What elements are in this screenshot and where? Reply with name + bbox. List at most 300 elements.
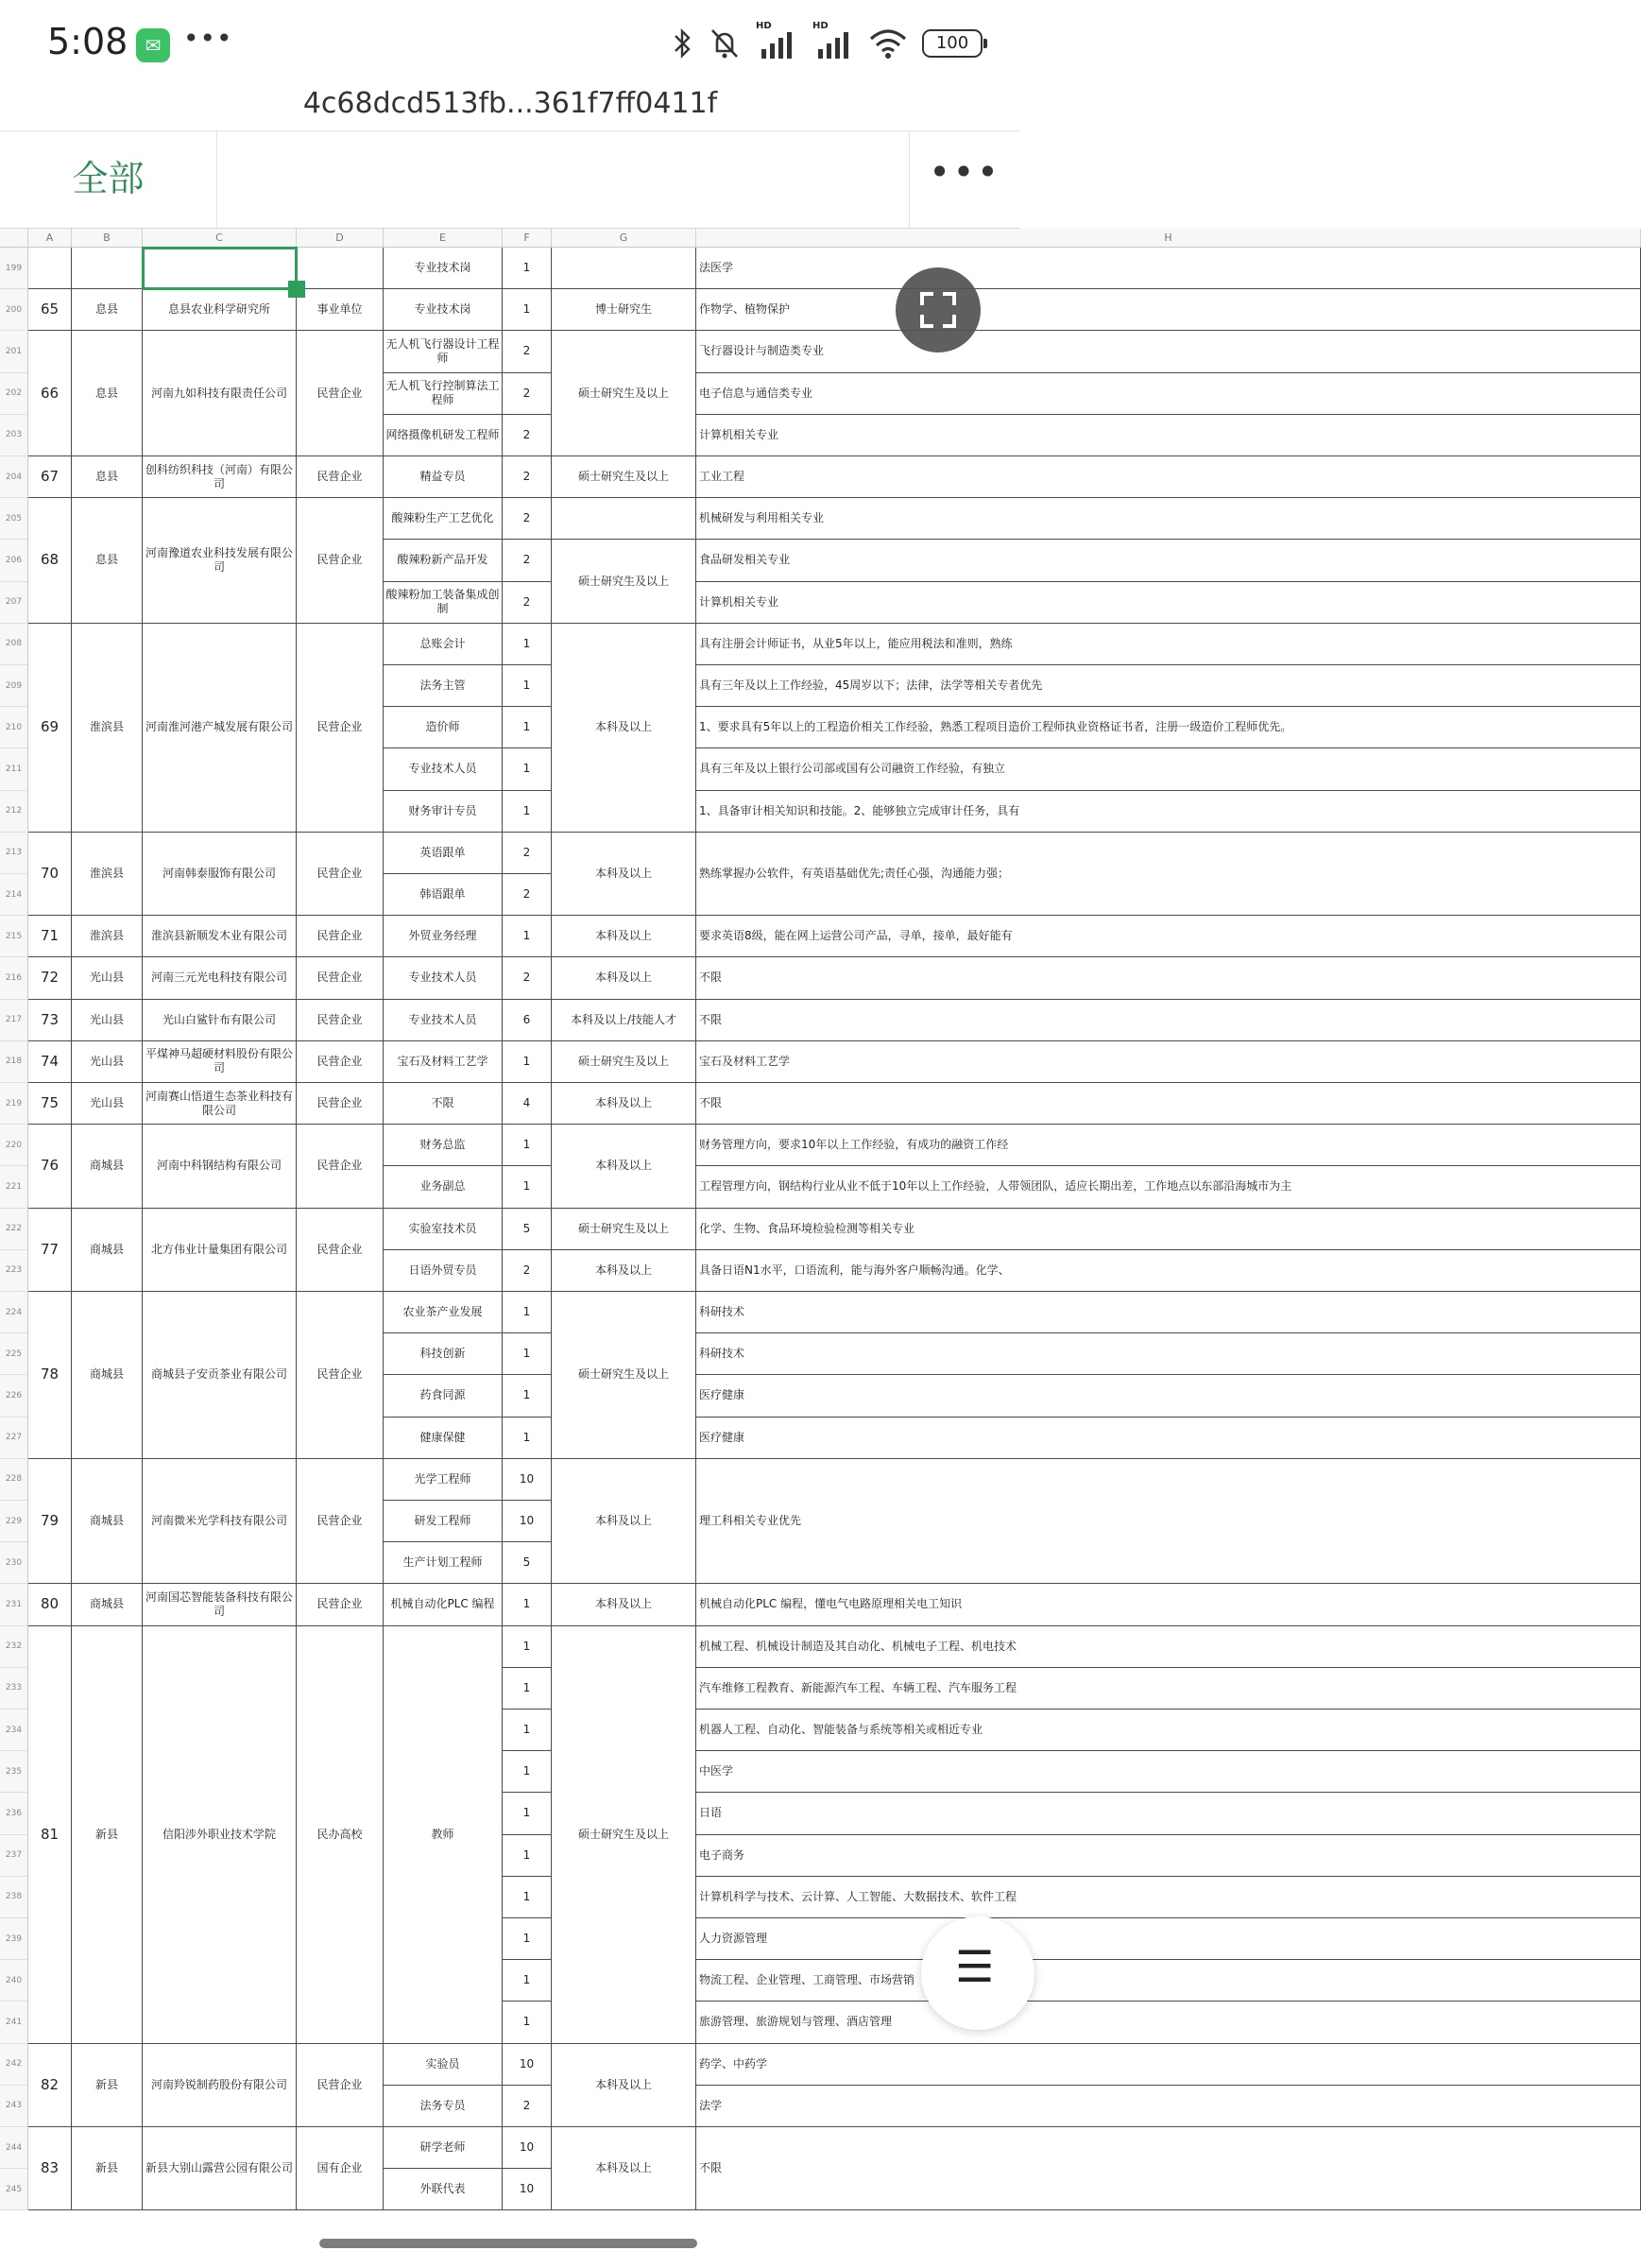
cell-requirements[interactable]: 不限 [696,1083,1641,1125]
cell-employer[interactable]: 光山白鲨针布有限公司 [143,1000,297,1041]
row-header[interactable]: 202 [0,373,28,415]
cell-seq-no[interactable]: 83 [28,2127,72,2210]
cell-position[interactable]: 专业技术人员 [384,957,503,999]
row-header[interactable]: 241 [0,2002,28,2043]
column-header[interactable]: G [552,229,696,248]
cell-education[interactable]: 硕士研究生及以上 [552,456,696,498]
status-time: 5:08 [47,21,128,62]
row-header[interactable]: 200 [0,289,28,331]
cell-position[interactable]: 外贸业务经理 [384,916,503,957]
cell-position[interactable]: 教师 [384,1626,503,2044]
row-header[interactable]: 219 [0,1083,28,1125]
row-header[interactable]: 203 [0,415,28,456]
cell-requirements[interactable]: 法学 [696,2086,1641,2127]
cell-employer[interactable]: 河南国芯智能装备科技有限公司 [143,1584,297,1625]
cell-seq-no[interactable]: 65 [28,289,72,331]
cell-requirements[interactable]: 工业工程 [696,456,1641,498]
cell-requirements[interactable]: 作物学、植物保护 [696,289,1641,331]
row-header[interactable]: 209 [0,665,28,707]
selection-fill-handle[interactable] [288,281,305,298]
row-header[interactable]: 236 [0,1793,28,1834]
cell-seq-no[interactable]: 81 [28,1626,72,2044]
row-header[interactable]: 234 [0,1710,28,1751]
cell-position[interactable]: 精益专员 [384,456,503,498]
more-notifications-icon: ••• [183,23,233,54]
cell-position[interactable]: 法务专员 [384,2086,503,2127]
cell-employer-type[interactable]: 事业单位 [297,289,384,331]
column-header[interactable]: D [297,229,384,248]
cell-position[interactable]: 科技创新 [384,1333,503,1375]
cell-county[interactable]: 息县 [72,289,143,331]
cell-requirements[interactable]: 日语 [696,1793,1641,1834]
cell-seq-no[interactable]: 78 [28,1292,72,1459]
cell-position[interactable]: 农业茶产业发展 [384,1292,503,1333]
row-header[interactable]: 220 [0,1125,28,1166]
cell-headcount[interactable]: 2 [503,833,552,874]
row-header[interactable]: 221 [0,1166,28,1208]
cell-employer-type[interactable]: 民营企业 [297,1125,384,1208]
cell-seq-no[interactable]: 71 [28,916,72,957]
cell-requirements[interactable]: 中医学 [696,1751,1641,1793]
cell-position[interactable]: 业务副总 [384,1166,503,1208]
row-header[interactable]: 208 [0,624,28,665]
cell-county[interactable]: 新县 [72,2044,143,2127]
cell-headcount[interactable]: 2 [503,957,552,999]
cell-seq-no[interactable]: 77 [28,1209,72,1292]
cell-headcount[interactable]: 10 [503,2127,552,2169]
row-header[interactable]: 242 [0,2044,28,2086]
cell-position[interactable]: 专业技术岗 [384,289,503,331]
spreadsheet-grid[interactable] [0,229,1292,2230]
cell-county[interactable]: 商城县 [72,1292,143,1459]
cell-position[interactable]: 光学工程师 [384,1459,503,1501]
cell-education[interactable]: 本科及以上 [552,2044,696,2127]
row-header[interactable]: 245 [0,2169,28,2210]
column-header[interactable]: F [503,229,552,248]
cell-position[interactable]: 研发工程师 [384,1501,503,1542]
home-indicator[interactable] [319,2239,697,2248]
cell-county[interactable]: 光山县 [72,1041,143,1083]
cell-employer-type[interactable]: 民营企业 [297,1292,384,1459]
cell-employer-type[interactable]: 民营企业 [297,331,384,456]
cell-headcount[interactable]: 1 [503,1710,552,1751]
row-header[interactable]: 213 [0,833,28,874]
cell-county[interactable]: 商城县 [72,1125,143,1208]
cell-headcount[interactable]: 1 [503,1960,552,2002]
cell-requirements[interactable]: 机械研发与利用相关专业 [696,498,1641,540]
cell-employer-type[interactable]: 民营企业 [297,2044,384,2127]
cell-requirements[interactable]: 1、要求具有5年以上的工程造价相关工作经验，熟悉工程项目造价工程师执业资格证书者，注册一级造价工程师优先。 [696,707,1641,748]
cell-county[interactable]: 淮滨县 [72,624,143,833]
cell-position[interactable]: 日语外贸专员 [384,1250,503,1292]
cell-headcount[interactable]: 4 [503,1083,552,1125]
cell-headcount[interactable]: 1 [503,916,552,957]
cell-position[interactable]: 网络摄像机研发工程师 [384,415,503,456]
cell-headcount[interactable]: 1 [503,1668,552,1710]
cell-headcount[interactable]: 1 [503,1041,552,1083]
corner-header[interactable] [0,229,28,248]
cell-requirements[interactable]: 法医学 [696,248,1641,289]
cell-seq-no[interactable]: 79 [28,1459,72,1585]
cell-county[interactable]: 光山县 [72,1000,143,1041]
cell-position[interactable]: 法务主管 [384,665,503,707]
cell-seq-no[interactable] [28,248,72,289]
cell-employer[interactable]: 河南羚锐制药股份有限公司 [143,2044,297,2127]
cell-headcount[interactable]: 10 [503,2169,552,2210]
cell-headcount[interactable]: 1 [503,1292,552,1333]
row-header[interactable]: 238 [0,1877,28,1918]
cell-county[interactable] [72,248,143,289]
cell-headcount[interactable]: 2 [503,540,552,581]
cell-requirements[interactable]: 科研技术 [696,1333,1641,1375]
cell-seq-no[interactable]: 66 [28,331,72,456]
cell-employer[interactable] [143,248,297,289]
cell-education[interactable]: 硕士研究生及以上 [552,540,696,623]
cell-position[interactable]: 实验员 [384,2044,503,2086]
cell-employer[interactable]: 新县大别山露营公园有限公司 [143,2127,297,2210]
cell-position[interactable]: 机械自动化PLC 编程 [384,1584,503,1625]
cell-requirements[interactable]: 不限 [696,2127,1641,2210]
cell-position[interactable]: 无人机飞行器设计工程师 [384,331,503,372]
row-header[interactable]: 211 [0,748,28,790]
cell-headcount[interactable]: 1 [503,748,552,790]
cell-headcount[interactable]: 10 [503,1459,552,1501]
cell-county[interactable]: 淮滨县 [72,833,143,916]
cell-position[interactable]: 健康保健 [384,1418,503,1459]
cell-employer[interactable]: 河南九如科技有限责任公司 [143,331,297,456]
cell-position[interactable]: 酸辣粉加工装备集成创制 [384,582,503,624]
cell-requirements[interactable]: 科研技术 [696,1292,1641,1333]
row-header[interactable]: 232 [0,1626,28,1668]
cell-headcount[interactable]: 1 [503,1751,552,1793]
cell-requirements[interactable]: 计算机相关专业 [696,415,1641,456]
cell-education[interactable]: 本科及以上 [552,957,696,999]
cell-requirements[interactable]: 机器人工程、自动化、智能装备与系统等相关或相近专业 [696,1710,1641,1751]
row-header[interactable]: 231 [0,1584,28,1625]
cell-headcount[interactable]: 10 [503,2044,552,2086]
cell-employer-type[interactable]: 民营企业 [297,1584,384,1625]
cell-county[interactable]: 息县 [72,331,143,456]
cell-position[interactable]: 造价师 [384,707,503,748]
cell-requirements[interactable]: 宝石及材料工艺学 [696,1041,1641,1083]
cell-headcount[interactable]: 6 [503,1000,552,1041]
cell-headcount[interactable]: 1 [503,1166,552,1208]
cell-headcount[interactable]: 1 [503,1835,552,1877]
status-icons [673,21,983,62]
cell-position[interactable]: 英语跟单 [384,833,503,874]
cell-seq-no[interactable]: 74 [28,1041,72,1083]
cell-headcount[interactable]: 1 [503,1877,552,1918]
cell-county[interactable]: 新县 [72,2127,143,2210]
cell-employer-type[interactable]: 民营企业 [297,1000,384,1041]
cell-employer[interactable]: 创科纺织科技（河南）有限公司 [143,456,297,498]
more-dots-icon[interactable]: ••• [909,131,1020,228]
cell-seq-no[interactable]: 82 [28,2044,72,2127]
menu-button[interactable] [921,1916,1034,2030]
cell-headcount[interactable]: 1 [503,248,552,289]
cell-headcount[interactable]: 1 [503,1793,552,1834]
row-header[interactable]: 240 [0,1960,28,2002]
cell-employer[interactable]: 河南淮河港产城发展有限公司 [143,624,297,833]
cell-requirements[interactable]: 计算机科学与技术、云计算、人工智能、大数据技术、软件工程 [696,1877,1641,1918]
cell-requirements[interactable]: 药学、中药学 [696,2044,1641,2086]
cell-headcount[interactable]: 10 [503,1501,552,1542]
row-header[interactable]: 244 [0,2127,28,2169]
cell-employer[interactable]: 河南豫道农业科技发展有限公司 [143,498,297,624]
row-header[interactable]: 230 [0,1542,28,1584]
cell-position[interactable]: 酸辣粉生产工艺优化 [384,498,503,540]
row-header[interactable]: 214 [0,874,28,916]
cell-employer[interactable]: 河南中科钢结构有限公司 [143,1125,297,1208]
row-header[interactable]: 199 [0,248,28,289]
cell-headcount[interactable]: 1 [503,1125,552,1166]
cell-education[interactable]: 博士研究生 [552,289,696,331]
cell-employer[interactable]: 商城县子安贡茶业有限公司 [143,1292,297,1459]
cell-position[interactable]: 研学老师 [384,2127,503,2169]
cell-position[interactable]: 不限 [384,1083,503,1125]
cell-employer[interactable]: 息县农业科学研究所 [143,289,297,331]
cell-county[interactable]: 光山县 [72,1083,143,1125]
cell-education[interactable]: 本科及以上 [552,624,696,833]
cell-headcount[interactable]: 2 [503,373,552,415]
row-header[interactable]: 201 [0,331,28,372]
cell-education[interactable]: 本科及以上 [552,1125,696,1208]
cell-employer-type[interactable]: 民营企业 [297,498,384,624]
cell-county[interactable]: 息县 [72,498,143,624]
cell-education[interactable]: 本科及以上 [552,1250,696,1292]
cell-headcount[interactable]: 2 [503,1250,552,1292]
row-header[interactable]: 212 [0,791,28,833]
cell-employer[interactable]: 河南韩泰服饰有限公司 [143,833,297,916]
column-header[interactable]: A [28,229,72,248]
cell-position[interactable]: 宝石及材料工艺学 [384,1041,503,1083]
cell-requirements[interactable]: 具备日语N1水平，口语流利，能与海外客户顺畅沟通。化学、 [696,1250,1641,1292]
cell-employer-type[interactable]: 民营企业 [297,833,384,916]
cell-position[interactable]: 药食同源 [384,1375,503,1417]
wifi-icon [869,27,907,60]
row-header[interactable]: 206 [0,540,28,581]
cell-requirements[interactable]: 物流工程、企业管理、工商管理、市场营销 [696,1960,1641,2002]
cell-employer-type[interactable]: 民营企业 [297,916,384,957]
cell-seq-no[interactable]: 76 [28,1125,72,1208]
cell-education[interactable]: 硕士研究生及以上 [552,1041,696,1083]
cell-seq-no[interactable]: 72 [28,957,72,999]
tab-all[interactable]: 全部 [0,131,217,228]
row-header[interactable]: 225 [0,1333,28,1375]
column-header[interactable]: H [696,229,1641,248]
cell-requirements[interactable]: 熟练掌握办公软件，有英语基础优先;责任心强，沟通能力强； [696,833,1641,916]
cell-position[interactable]: 实验室技术员 [384,1209,503,1250]
cell-headcount[interactable]: 1 [503,1584,552,1625]
cell-requirements[interactable]: 具有三年及以上银行公司部或国有公司融资工作经验，有独立 [696,748,1641,790]
cell-education[interactable] [552,248,696,289]
cell-headcount[interactable]: 2 [503,331,552,372]
cell-employer-type[interactable]: 国有企业 [297,2127,384,2210]
cell-position[interactable]: 财务总监 [384,1125,503,1166]
cell-requirements[interactable]: 不限 [696,1000,1641,1041]
cell-requirements[interactable]: 计算机相关专业 [696,582,1641,624]
cell-position[interactable]: 韩语跟单 [384,874,503,916]
cell-requirements[interactable]: 理工科相关专业优先 [696,1459,1641,1585]
cell-headcount[interactable]: 5 [503,1542,552,1584]
row-header[interactable]: 222 [0,1209,28,1250]
cell-employer[interactable]: 河南赛山悟道生态茶业科技有限公司 [143,1083,297,1125]
column-header[interactable]: E [384,229,503,248]
cell-position[interactable]: 总账会计 [384,624,503,665]
cell-requirements[interactable]: 要求英语8级，能在网上运营公司产品，寻单，接单，最好能有 [696,916,1641,957]
cell-headcount[interactable]: 1 [503,1333,552,1375]
cell-requirements[interactable]: 具有三年及以上工作经验，45周岁以下；法律，法学等相关专者优先 [696,665,1641,707]
cell-county[interactable]: 淮滨县 [72,916,143,957]
cell-headcount[interactable]: 2 [503,2086,552,2127]
cell-headcount[interactable]: 2 [503,582,552,624]
cell-county[interactable]: 息县 [72,456,143,498]
cell-education[interactable]: 硕士研究生及以上 [552,1626,696,2044]
cell-employer-type[interactable]: 民营企业 [297,624,384,833]
cell-requirements[interactable]: 旅游管理、旅游规划与管理、酒店管理 [696,2002,1641,2043]
cell-requirements[interactable]: 具有注册会计师证书，从业5年以上，能应用税法和准则，熟练 [696,624,1641,665]
cell-employer[interactable]: 北方伟业计量集团有限公司 [143,1209,297,1292]
row-header[interactable]: 226 [0,1375,28,1417]
cell-county[interactable]: 光山县 [72,957,143,999]
row-header[interactable]: 215 [0,916,28,957]
cell-employer[interactable]: 河南微米光学科技有限公司 [143,1459,297,1585]
cell-employer[interactable]: 河南三元光电科技有限公司 [143,957,297,999]
cell-requirements[interactable]: 不限 [696,957,1641,999]
row-header[interactable]: 216 [0,957,28,999]
cell-requirements[interactable]: 食品研发相关专业 [696,540,1641,581]
row-header[interactable]: 237 [0,1835,28,1877]
cell-headcount[interactable]: 2 [503,415,552,456]
row-header[interactable]: 218 [0,1041,28,1083]
row-header[interactable]: 233 [0,1668,28,1710]
cell-requirements[interactable]: 医疗健康 [696,1375,1641,1417]
cell-employer[interactable]: 平煤神马超硬材料股份有限公司 [143,1041,297,1083]
cell-position[interactable]: 专业技术人员 [384,1000,503,1041]
cell-requirements[interactable]: 电子信息与通信类专业 [696,373,1641,415]
status-bar [0,0,1020,87]
cell-requirements[interactable]: 医疗健康 [696,1418,1641,1459]
cell-requirements[interactable]: 机械自动化PLC 编程，懂电气电路原理相关电工知识 [696,1584,1641,1625]
row-header[interactable]: 235 [0,1751,28,1793]
cell-requirements[interactable]: 飞行器设计与制造类专业 [696,331,1641,372]
cell-headcount[interactable]: 1 [503,624,552,665]
cell-position[interactable]: 财务审计专员 [384,791,503,833]
cell-seq-no[interactable]: 70 [28,833,72,916]
cell-employer-type[interactable]: 民营企业 [297,456,384,498]
cell-requirements[interactable]: 1、具备审计相关知识和技能。2、能够独立完成审计任务，具有 [696,791,1641,833]
column-header[interactable]: B [72,229,143,248]
row-header[interactable]: 210 [0,707,28,748]
cell-seq-no[interactable]: 69 [28,624,72,833]
cell-education[interactable]: 本科及以上 [552,1083,696,1125]
cell-employer-type[interactable]: 民营企业 [297,1459,384,1585]
cell-employer-type[interactable]: 民营企业 [297,1083,384,1125]
cell-education[interactable]: 硕士研究生及以上 [552,331,696,456]
cell-position[interactable]: 无人机飞行控制算法工程师 [384,373,503,415]
cell-requirements[interactable]: 财务管理方向，要求10年以上工作经验，有成功的融资工作经 [696,1125,1641,1166]
row-header[interactable]: 228 [0,1459,28,1501]
cell-headcount[interactable]: 1 [503,289,552,331]
cell-headcount[interactable]: 1 [503,1375,552,1417]
cell-position[interactable]: 专业技术岗 [384,248,503,289]
cell-education[interactable]: 本科及以上 [552,1584,696,1625]
column-header[interactable]: C [143,229,297,248]
cell-headcount[interactable]: 2 [503,456,552,498]
cell-education[interactable]: 本科及以上 [552,916,696,957]
cell-headcount[interactable]: 1 [503,1626,552,1668]
cell-employer-type[interactable]: 民营企业 [297,957,384,999]
cell-seq-no[interactable]: 67 [28,456,72,498]
row-header[interactable]: 217 [0,1000,28,1041]
row-header[interactable]: 223 [0,1250,28,1292]
cell-headcount[interactable]: 1 [503,791,552,833]
cell-headcount[interactable]: 1 [503,1918,552,1960]
cell-employer-type[interactable]: 民营企业 [297,1209,384,1292]
cell-county[interactable]: 商城县 [72,1459,143,1585]
cell-employer[interactable]: 信阳涉外职业技术学院 [143,1626,297,2044]
row-header[interactable]: 239 [0,1918,28,1960]
cell-headcount[interactable]: 1 [503,1418,552,1459]
cell-position[interactable]: 专业技术人员 [384,748,503,790]
cell-seq-no[interactable]: 80 [28,1584,72,1625]
cell-headcount[interactable]: 2 [503,874,552,916]
cell-county[interactable]: 商城县 [72,1584,143,1625]
cell-education[interactable]: 硕士研究生及以上 [552,1209,696,1250]
cell-requirements[interactable]: 机械工程、机械设计制造及其自动化、机械电子工程、机电技术 [696,1626,1641,1668]
cell-employer-type[interactable]: 民营企业 [297,1041,384,1083]
row-header[interactable]: 229 [0,1501,28,1542]
cell-employer[interactable]: 淮滨县新顺发木业有限公司 [143,916,297,957]
cell-headcount[interactable]: 1 [503,665,552,707]
cell-requirements[interactable]: 电子商务 [696,1835,1641,1877]
cell-position[interactable]: 酸辣粉新产品开发 [384,540,503,581]
row-header[interactable]: 204 [0,456,28,498]
cell-education[interactable] [552,498,696,540]
cell-headcount[interactable]: 1 [503,2002,552,2043]
signal-2-icon [812,21,854,60]
cell-county[interactable]: 新县 [72,1626,143,2044]
row-header[interactable]: 224 [0,1292,28,1333]
fullscreen-expand-icon[interactable] [896,267,981,352]
cell-employer-type[interactable]: 民办高校 [297,1626,384,2044]
battery-indicator: 100 [922,29,983,58]
cell-position[interactable]: 生产计划工程师 [384,1542,503,1584]
cell-headcount[interactable]: 1 [503,707,552,748]
cell-employer-type[interactable] [297,248,384,289]
cell-education[interactable]: 硕士研究生及以上 [552,1292,696,1459]
cell-county[interactable]: 商城县 [72,1209,143,1292]
cell-requirements[interactable]: 汽车维修工程教育、新能源汽车工程、车辆工程、汽车服务工程 [696,1668,1641,1710]
row-header[interactable]: 207 [0,582,28,624]
row-header[interactable]: 227 [0,1418,28,1459]
row-header[interactable]: 205 [0,498,28,540]
cell-education[interactable]: 本科及以上 [552,1459,696,1585]
cell-education[interactable]: 本科及以上 [552,833,696,916]
cell-education[interactable]: 本科及以上 [552,2127,696,2210]
cell-requirements[interactable]: 人力资源管理 [696,1918,1641,1960]
cell-requirements[interactable]: 化学、生物、食品环境检验检测等相关专业 [696,1209,1641,1250]
cell-education[interactable]: 本科及以上/技能人才 [552,1000,696,1041]
cell-seq-no[interactable]: 68 [28,498,72,624]
cell-headcount[interactable]: 2 [503,498,552,540]
cell-seq-no[interactable]: 75 [28,1083,72,1125]
row-header[interactable]: 243 [0,2086,28,2127]
cell-seq-no[interactable]: 73 [28,1000,72,1041]
cell-requirements[interactable]: 工程管理方向，钢结构行业从业不低于10年以上工作经验，人带领团队，适应长期出差，工作地点以东部沿海城市为主 [696,1166,1641,1208]
cell-headcount[interactable]: 5 [503,1209,552,1250]
cell-position[interactable]: 外联代表 [384,2169,503,2210]
